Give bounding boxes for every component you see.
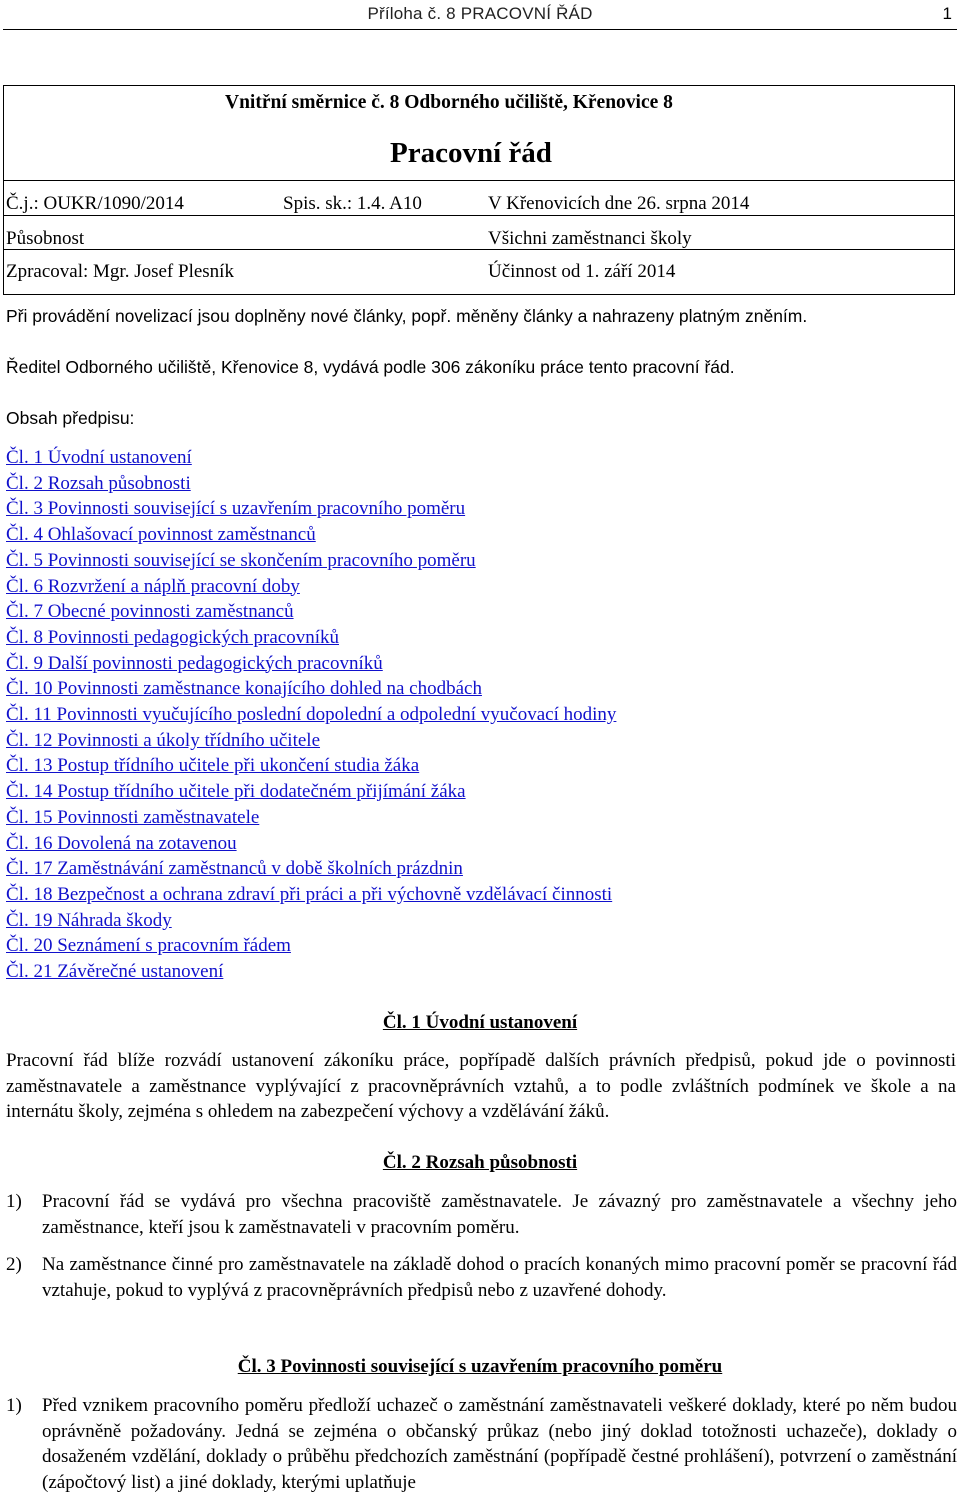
issuance-statement: Ředitel Odborného učiliště, Křenovice 8, vydává podle 306 zákoníku práce tento pracovní řád. (6, 357, 735, 377)
list-number: 1) (6, 1395, 22, 1416)
toc-link[interactable]: Čl. 12 Povinnosti a úkoly třídního učitele (6, 729, 321, 751)
author: Zpracoval: Mgr. Josef Plesník (6, 261, 234, 282)
table-rule (4, 249, 954, 250)
table-of-contents (6, 445, 616, 985)
toc-link[interactable]: Čl. 18 Bezpečnost a ochrana zdraví při práci a při výchovně vzdělávací činnosti (6, 883, 613, 905)
toc-link[interactable]: Čl. 15 Povinnosti zaměstnavatele (6, 806, 260, 828)
contents-heading: Obsah předpisu: (6, 408, 135, 428)
document-info-box (3, 85, 955, 295)
directive-title: Vnitřní směrnice č. 8 Odborného učiliště, Křenovice 8 (225, 92, 673, 113)
list-text: Před vznikem pracovního poměru předloží uchazeč o zaměstnání zaměstnavateli veškeré doklady, které po něm budou oprávněně požadovány. Jedná se zejména o občanský průkaz (nebo jiný doklad totožnosti uchazeče), doklady o dosaženém vzdělání, doklady o průběhu předchozích zaměstnání (popřípadě čestné prohlášení), potvrzení o zaměstnání (zápočtový list) a jiné doklady, kterými uplatňuje (42, 1395, 957, 1493)
table-rule (4, 215, 954, 216)
section-3-heading: Čl. 3 Povinnosti související s uzavřením pracovního poměru (237, 1356, 723, 1377)
section-2-heading: Čl. 2 Rozsah působnosti (382, 1152, 578, 1173)
toc-link[interactable]: Čl. 2 Rozsah působnosti (6, 472, 191, 494)
header-rule (3, 29, 957, 30)
scope-value: Všichni zaměstnanci školy (488, 228, 692, 249)
effective-date: Účinnost od 1. září 2014 (488, 261, 676, 282)
toc-link[interactable]: Čl. 8 Povinnosti pedagogických pracovníků (6, 626, 339, 648)
file-mark: Spis. sk.: 1.4. A10 (283, 193, 422, 214)
page-header (0, 0, 960, 30)
toc-link[interactable]: Čl. 17 Zaměstnávání zaměstnanců v době školních prázdnin (6, 858, 463, 880)
section-1-text: Pracovní řád blíže rozvádí ustanovení zákoníku práce, popřípadě dalších právních předpisů, pokud jde o povinnosti zaměstnavatele a zaměstnance vyplývající z pracovněprávních vztahů, a to podle zvláštních podmínek ve škole a na internátu školy, zejména s ohledem na zabezpečení výchovy a vzdělávání žáků. (6, 1050, 956, 1123)
toc-link[interactable]: Čl. 4 Ohlašovací povinnost zaměstnanců (6, 524, 316, 546)
table-rule (4, 180, 954, 181)
toc-link[interactable]: Čl. 3 Povinnosti související s uzavřením pracovního poměru (6, 498, 466, 520)
toc-link[interactable]: Čl. 13 Postup třídního učitele při ukončení studia žáka (6, 755, 420, 777)
toc-link[interactable]: Čl. 1 Úvodní ustanovení (6, 447, 192, 468)
toc-link[interactable]: Čl. 9 Další povinnosti pedagogických pracovníků (6, 652, 383, 674)
toc-link[interactable]: Čl. 19 Náhrada škody (6, 909, 172, 931)
section-1-heading: Čl. 1 Úvodní ustanovení (382, 1012, 578, 1033)
amendment-note: Při provádění novelizací jsou doplněny nové články, popř. měněny články a nahrazeny platným zněním. (6, 306, 808, 326)
toc-link[interactable]: Čl. 6 Rozvržení a náplň pracovní doby (6, 575, 300, 597)
toc-link[interactable]: Čl. 11 Povinnosti vyučujícího poslední dopolední a odpolední vyučovací hodiny (6, 704, 617, 726)
toc-link[interactable]: Čl. 10 Povinnosti zaměstnance konajícího dohled na chodbách (6, 678, 482, 700)
reference-number: Č.j.: OUKR/1090/2014 (6, 193, 184, 214)
toc-link[interactable]: Čl. 21 Závěrečné ustanovení (6, 961, 224, 983)
scope-label: Působnost (6, 228, 85, 249)
list-number: 1) (6, 1191, 22, 1212)
place-date: V Křenovicích dne 26. srpna 2014 (488, 193, 750, 214)
list-text: Pracovní řád se vydává pro všechna pracoviště zaměstnavatele. Je závazný pro zaměstnavatele a všechny jeho zaměstnance, kteří jsou k zaměstnavateli v pracovním poměru. (42, 1191, 957, 1238)
page-number: 1 (942, 4, 952, 23)
toc-link[interactable]: Čl. 5 Povinnosti související se skončením pracovního poměru (6, 549, 476, 571)
toc-link[interactable]: Čl. 16 Dovolená na zotavenou (6, 832, 237, 854)
toc-link[interactable]: Čl. 20 Seznámení s pracovním řádem (6, 935, 291, 957)
list-number: 2) (6, 1254, 22, 1275)
document-title: Pracovní řád (390, 137, 552, 169)
list-text: Na zaměstnance činné pro zaměstnavatele na základě dohod o pracích konaných mimo pracovní poměr se pracovní řád vztahuje, pokud to vyplývá z pracovněprávních předpisů nebo z uzavřené dohody. (42, 1254, 957, 1301)
header-title: Příloha č. 8 PRACOVNÍ ŘÁD (367, 4, 593, 23)
toc-link[interactable]: Čl. 14 Postup třídního učitele při dodatečném přijímání žáka (6, 781, 466, 803)
toc-link[interactable]: Čl. 7 Obecné povinnosti zaměstnanců (6, 601, 294, 623)
